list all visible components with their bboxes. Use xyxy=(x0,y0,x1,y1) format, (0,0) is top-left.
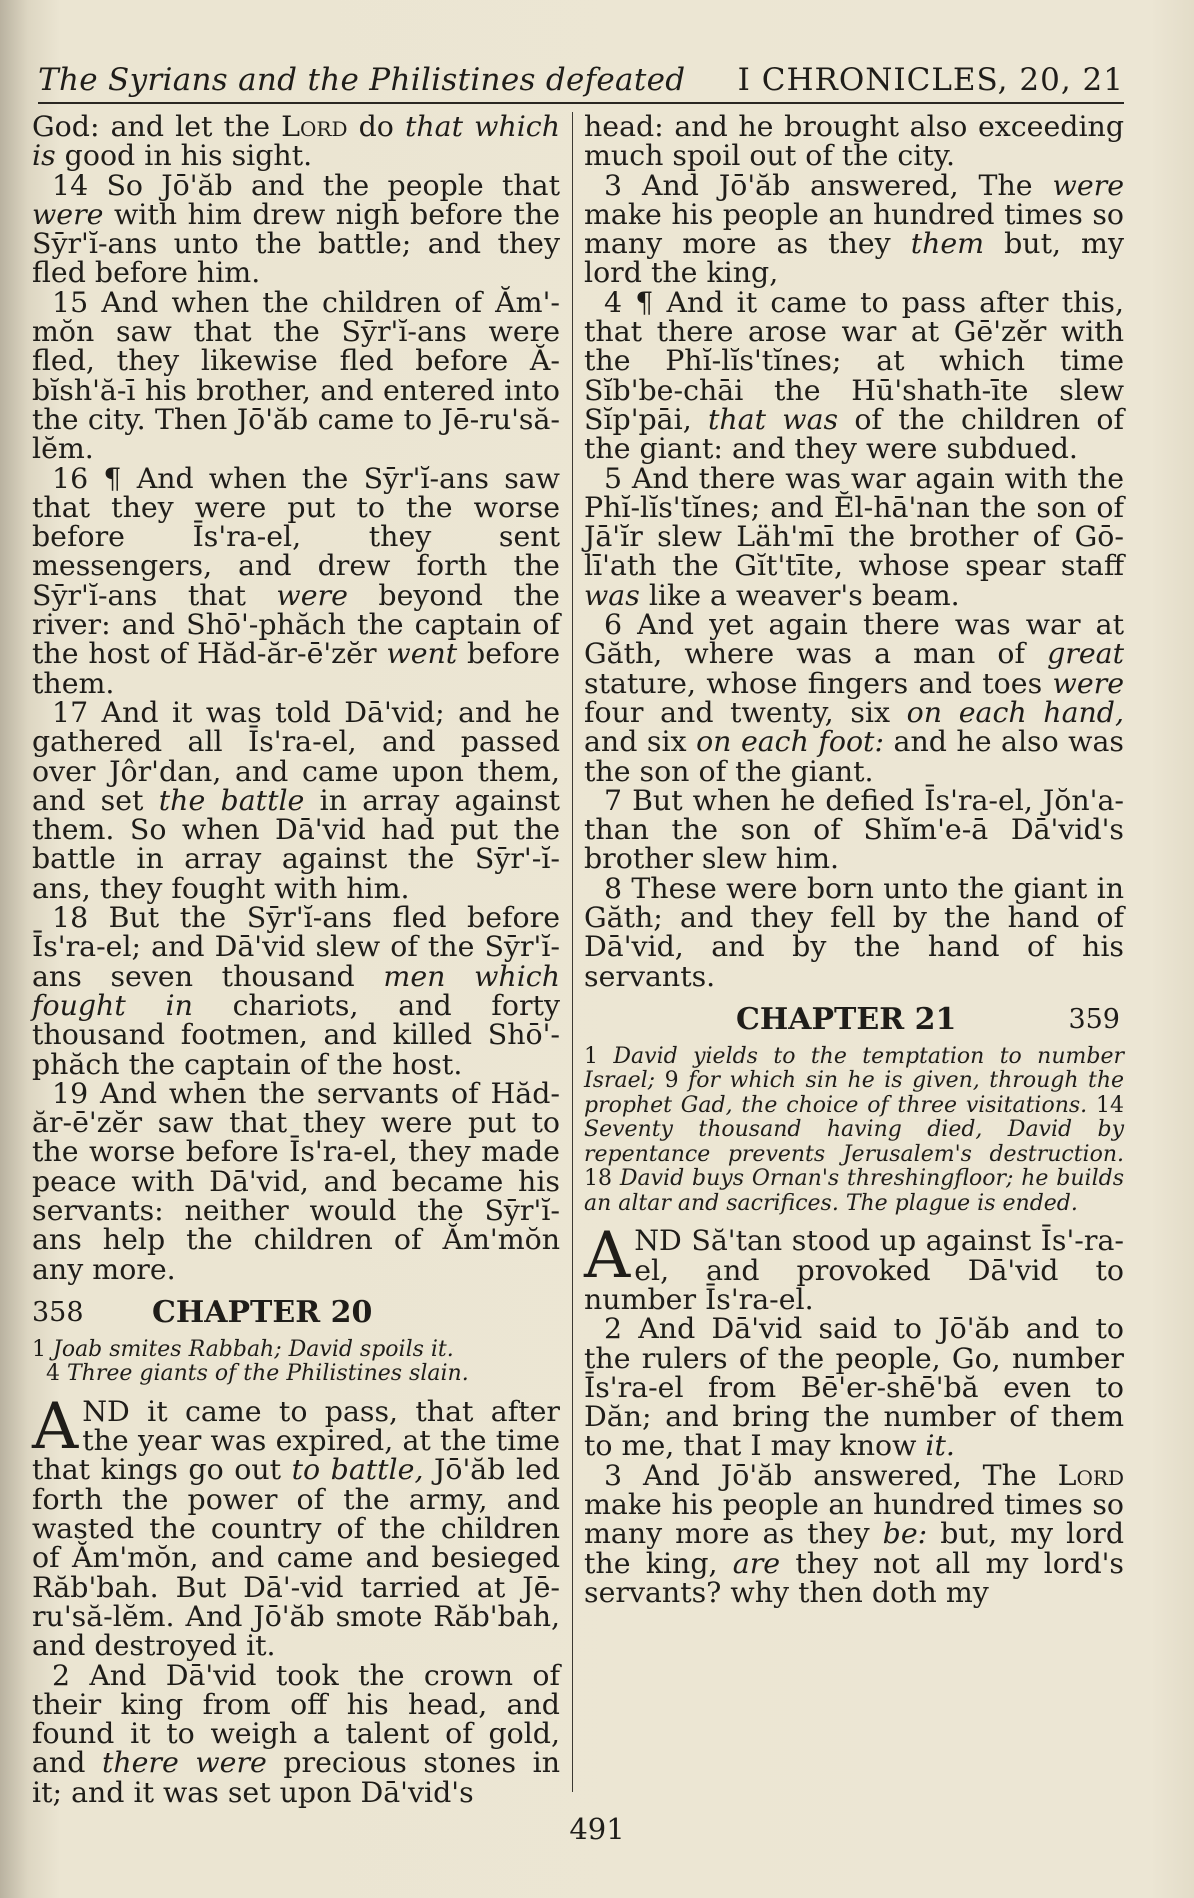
verse-continuation: head: and he brought also exceeding much spoil out of the city. xyxy=(584,110,1124,173)
chapter-20-summary: 1 Joab smites Rabbah; David spoils it. 4 Three giants of the Philistines slain. xyxy=(32,1336,469,1387)
drop-cap: A xyxy=(584,1219,631,1294)
verse-continuation: God: and let the Lord do that which is good in his sight. xyxy=(32,110,560,173)
chapter-21-summary: 1 David yields to the temptation to number Israel; 9 for which sin he is given, through the prophet Gad, the choice of three visitations. 14 Seventy thousand having died, David by repentance prevents Jerusalem's destruction. 18 David buys Ornan's threshingfloor; he builds an altar and sacrifices. The plague is ended. xyxy=(584,1043,1125,1216)
running-head-left: The Syrians and the Philistines defeated xyxy=(38,62,686,98)
verse-20-5: 5 And there was war again with the Phĭ-lĭs'tĭnes; and Ĕl-hā'nan the son of Jā'ĭr slew Läh'mī the brother of Gō-lī'ath the Gĭt'tīte, whose spear staff was like a weaver's beam. xyxy=(584,461,1124,612)
verse-19: 19 And when the servants of Hăd-ăr-ē'zĕr saw that they were put to the worse before Īs'ra-el, they made peace with Dā'vid, and became his servants: neither would the Sȳr'ĭ-ans help the children of Ăm'mŏn any more. xyxy=(32,1076,560,1286)
column-divider xyxy=(572,112,573,1792)
right-column xyxy=(584,112,1124,1607)
running-head xyxy=(38,62,1124,104)
chapter-number: 358 xyxy=(32,1296,84,1328)
verse-17: 17 And it was told Dā'vid; and he gathered all Īs'ra-el, and passed over Jôr'dan, and came upon them, and set the battle in array against them. So when Dā'vid had put the battle in array against the Sȳr'-ĭ-ans, they fought with him. xyxy=(32,695,561,905)
chapter-title: CHAPTER 21 xyxy=(736,1001,957,1037)
chapter-title: CHAPTER 20 xyxy=(152,1294,373,1330)
verse-20-2: 2 And Dā'vid took the crown of their king from off his head, and found it to weigh a talent of gold, and there were precious stones in it; and it was set upon Dā'vid's xyxy=(32,1658,561,1809)
verse-20-8: 8 These were born unto the giant in Găth; and they fell by the hand of Dā'vid, and by the hand of his servants. xyxy=(584,871,1124,993)
verse-20-1: AND it came to pass, that after the year was expired, at the time that kings go out to battle, Jō'ăb led forth the power of the army, and wasted the country of the children of Ăm'mŏn, and came and besieged Răb'bah. But Dā'-vid tarried at Jē-ru'să-lĕm. And Jō'ăb smote Răb'bah, and destroyed it. xyxy=(32,1389,560,1663)
verse-20-3: 3 And Jō'ăb answered, The were make his people an hundred times so many more as they them but, my lord the king, xyxy=(584,168,1125,290)
verse-14: 14 So Jō'ăb and the people that were with him drew nigh before the Sȳr'ĭ-ans unto the battle; and they fled before him. xyxy=(32,168,560,290)
verse-18: 18 But the Sȳr'ĭ-ans fled before Īs'ra-el; and Dā'vid slew of the Sȳr'ĭ-ans seven thousand men which fought in chariots, and forty thousand footmen, and killed Shō'-phăch the captain of the host. xyxy=(32,901,560,1081)
page-number: 491 xyxy=(569,1812,625,1846)
running-head-right: I CHRONICLES, 20, 21 xyxy=(737,62,1124,98)
verse-21-3: 3 And Jō'ăb answered, The Lord make his people an hundred times so many more as they be: but, my lord the king, are they not all my lord's servants? why then doth my xyxy=(584,1458,1124,1609)
verse-16: 16 ¶ And when the Sȳr'ĭ-ans saw that they were put to the worse before Īs'ra-el, they sent messengers, and drew forth the Sȳr'ĭ-ans that were beyond the river: and Shō'-phăch the captain of the host of Hăd-ăr-ē'zĕr went before them. xyxy=(32,461,560,700)
chapter-21-heading xyxy=(584,1001,1124,1039)
verse-20-4: 4 ¶ And it came to pass after this, that there arose war at Gē'zĕr with the Phĭ-lĭs'tĭnes; at which time Sĭb'be-chāi the Hū'shath-īte slew Sĭp'pāi, that was of the children of the giant: and they were subdued. xyxy=(584,285,1124,466)
drop-cap: A xyxy=(32,1389,79,1464)
chapter-20-heading xyxy=(32,1294,560,1332)
verse-21-2: 2 And Dā'vid said to Jō'ăb and to the rulers of the people, Go, number Īs'ra-el from Bē'er-shē'bă even to Dăn; and bring the number of them to me, that I may know it. xyxy=(584,1312,1124,1463)
verse-20-6: 6 And yet again there was war at Găth, where was a man of great stature, whose fingers and toes were four and twenty, six on each hand, and six on each foot: and he also was the son of the giant. xyxy=(584,608,1124,788)
left-column xyxy=(32,112,560,1807)
verse-21-1: AND Să'tan stood up against Īs'-ra-el, and provoked Dā'vid to number Īs'ra-el. xyxy=(584,1219,1124,1316)
verse-20-7: 7 But when he defied Īs'ra-el, Jŏn'a-than the son of Shĭm'e-ā Dā'vid's brother slew him. xyxy=(584,783,1124,876)
verse-15: 15 And when the children of Ăm'-mŏn saw that the Sȳr'ĭ-ans were fled, they likewise fled before Ă-bĭsh'ă-ī his brother, and entered into the city. Then Jō'ăb came to Jē-ru'să-lĕm. xyxy=(32,285,560,466)
chapter-number: 359 xyxy=(1068,1003,1120,1035)
